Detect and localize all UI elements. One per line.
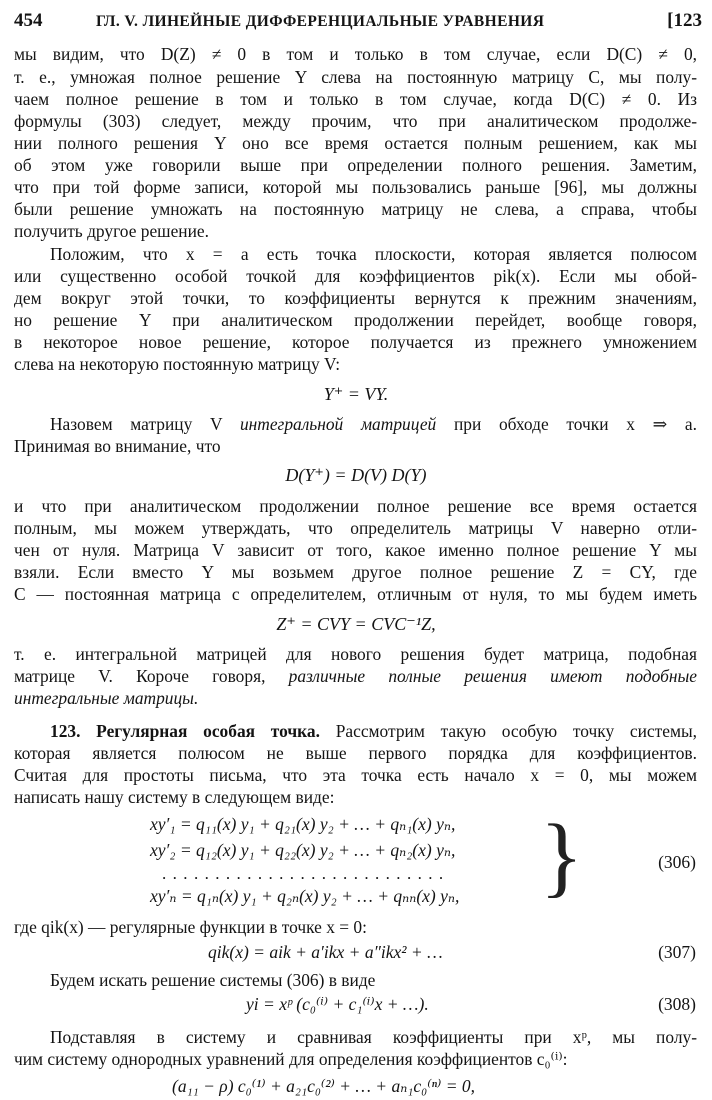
- equation-z-plus: Z⁺ = CVY = CVC⁻¹Z,: [276, 614, 436, 634]
- equation-307: qik(x) = aik + a′ikx + a″ikx² + …: [208, 942, 443, 962]
- system-306-row: xy′₂ = q₁₂(x) y₁ + q₂₂(x) y₂ + … + qₙ₂(x) yₙ,: [150, 840, 456, 860]
- text-line: Подставляя в систему и сравнивая коэффициенты при xᵖ, мы полу-: [50, 1027, 697, 1047]
- system-306-row: xy′₁ = q₁₁(x) y₁ + q₂₁(x) y₂ + … + qₙ₁(x) yₙ,: [150, 814, 456, 834]
- text-line: т. е., умножая полное решение Y слева на постоянную матрицу C, мы полу-: [14, 67, 697, 87]
- text-line: дем вокруг этой точки, то коэффициенты вернутся к прежним значениям,: [14, 288, 697, 308]
- text-line: написать нашу систему в следующем виде:: [14, 787, 335, 807]
- text-line: в некоторое новое решение, которое получается из прежнего умножением: [14, 332, 697, 352]
- system-309-row: (a₁₁ − ρ) c₀⁽¹⁾ + a₂₁c₀⁽²⁾ + … + aₙ₁c₀⁽ⁿ⁾ = 0,: [172, 1076, 476, 1096]
- equation-number-308: (308): [658, 994, 696, 1014]
- text-line: чим систему однородных уравнений для определения коэффициентов c₀⁽ⁱ⁾:: [14, 1049, 568, 1069]
- text-line: мы видим, что D(Z) ≠ 0 в том и только в том случае, если D(C) ≠ 0,: [14, 44, 697, 64]
- emphasis: интегральные матрицы.: [14, 688, 199, 708]
- text-line: слева на некоторую постоянную матрицу V:: [14, 354, 341, 374]
- emphasis: различные полные решения имеют подобные: [288, 666, 697, 686]
- text-line: Принимая во внимание, что: [14, 436, 221, 456]
- text-line: Положим, что x = a есть точка плоскости, которая является полюсом: [50, 244, 697, 264]
- text-line: об этом уже говорили выше при определении полного решения. Заметим,: [14, 155, 697, 175]
- text-line: полным, мы можем утверждать, что определитель матрицы V наверно отли-: [14, 518, 697, 538]
- text-line: C — постоянная матрица с определителем, отличным от нуля, то мы будем иметь: [14, 584, 697, 604]
- section-marker: [123: [667, 10, 702, 31]
- right-brace: }: [540, 807, 584, 906]
- text-line: взяли. Если вместо Y мы возьмем другое полное решение Z = CY, где: [14, 562, 697, 582]
- running-header: [14, 10, 702, 40]
- text-line: что при той форме записи, которой мы пользовались раньше [96], мы должны: [14, 177, 697, 197]
- system-306-row: xy′ₙ = q₁ₙ(x) y₁ + q₂ₙ(x) y₂ + … + qₙₙ(x) yₙ,: [150, 886, 460, 906]
- section-heading-line: 123. Регулярная особая точка. Рассмотрим такую особую точку системы,: [50, 721, 697, 741]
- emphasis: интегральной матрицей: [239, 414, 437, 434]
- text-line: Будем искать решение системы (306) в виде: [50, 970, 376, 990]
- text-line: [14, 687, 697, 709]
- equation-y-plus: Y⁺ = VY.: [323, 384, 389, 404]
- text-line: получить другое решение.: [14, 221, 209, 241]
- text-line: чаем полное решение в том и только в том случае, когда D(C) ≠ 0. Из: [14, 89, 697, 109]
- text-line: Назовем матрицу V интегральной матрицей при обходе точки x ⇒ a.: [50, 414, 697, 434]
- equation-308: yi = xᵖ (c₀⁽ⁱ⁾ + c₁⁽ⁱ⁾x + …).: [246, 994, 429, 1014]
- text-line: т. е. интегральной матрицей для нового решения будет матрица, подобная: [14, 644, 697, 664]
- text-line: и что при аналитическом продолжении полное решение все время остается: [14, 496, 697, 516]
- text-line: формулы (303) следует, между прочим, что при аналитическом продолже-: [14, 111, 697, 131]
- text-line: матрице V. Короче говоря, различные полные решения имеют подобные: [14, 666, 697, 686]
- running-title: ГЛ. V. ЛИНЕЙНЫЕ ДИФФЕРЕНЦИАЛЬНЫЕ УРАВНЕНИЯ: [96, 13, 545, 30]
- equation-number-306: (306): [658, 852, 696, 872]
- system-306-dots: ...........................: [162, 864, 450, 883]
- text-line: но решение Y при аналитическом продолжении перейдет, вообще говоря,: [14, 310, 697, 330]
- text-line: Считая для простоты письма, что эта точка есть начало x = 0, мы можем: [14, 765, 697, 785]
- equation-number-307: (307): [658, 942, 696, 962]
- text-line: которая является полюсом не выше первого порядка для коэффициентов.: [14, 743, 697, 763]
- text-line: или существенно особой точкой для коэффициентов pik(x). Если мы обой-: [14, 266, 697, 286]
- text-line: были решение умножать на постоянную матрицу не слева, а справа, чтобы: [14, 199, 697, 219]
- text-line: нии полного решения Y оно все время остается полным решением, как мы: [14, 133, 697, 153]
- equation-determinant: D(Y⁺) = D(V) D(Y): [285, 465, 427, 485]
- section-title: 123. Регулярная особая точка.: [50, 721, 320, 741]
- page-number: 454: [14, 10, 43, 31]
- text-line: где qik(x) — регулярные функции в точке x = 0:: [14, 917, 367, 937]
- text-line: чен от нуля. Матрица V зависит от того, какое именно полное решение Y мы: [14, 540, 697, 560]
